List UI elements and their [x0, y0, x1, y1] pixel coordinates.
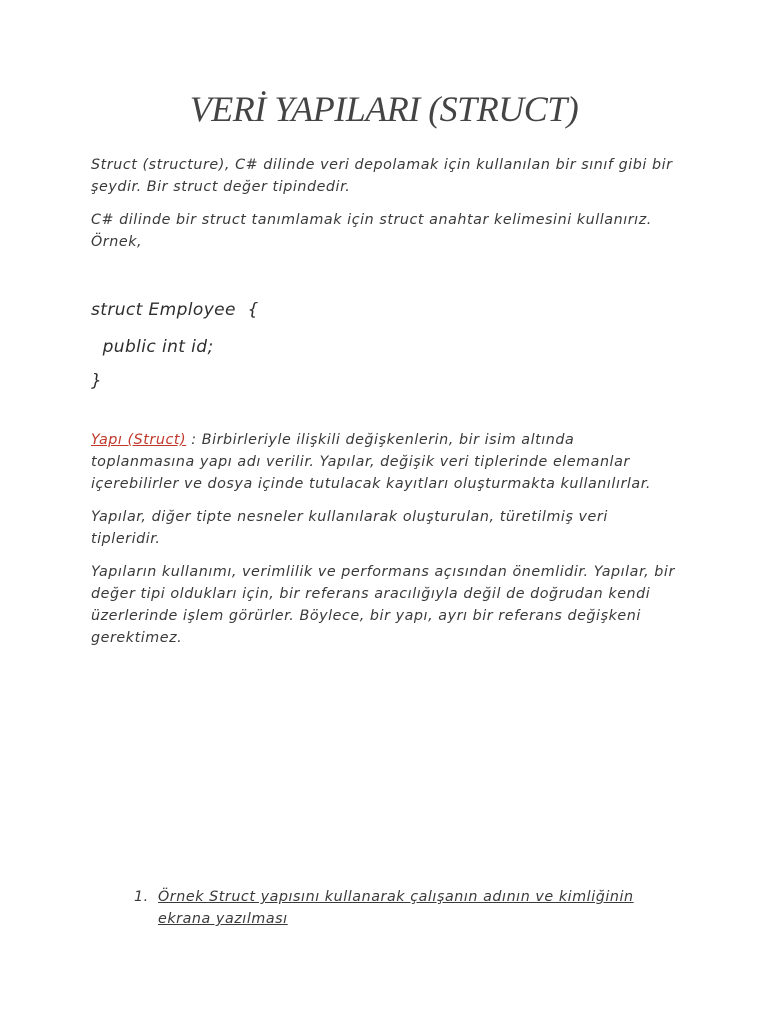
definition-text: : Birbirleriyle ilişkili değişkenlerin, bir isim altında toplanmasına yapı adı verilir. Yapılar, değişik veri tiplerinde elemanlar içerebilirler ve dosya içinde tutulacak kayıtları oluşturmakta kullanılırlar.	[91, 432, 651, 492]
definition-term: Yapı (Struct)	[91, 432, 187, 448]
list-item	[134, 886, 674, 930]
code-line-2: public int id;	[91, 337, 214, 357]
code-line-1: struct Employee {	[91, 300, 259, 320]
code-line-3: }	[91, 371, 103, 391]
paragraph-derived-types: Yapılar, diğer tipte nesneler kullanılarak oluşturulan, türetilmiş veri tipleridir.	[91, 509, 608, 547]
list-item-number: 1.	[134, 889, 149, 905]
list-item-text: Örnek Struct yapısını kullanarak çalışanın adının ve kimliğinin ekrana yazılması	[158, 889, 634, 927]
definition-paragraph	[91, 429, 681, 495]
paragraph-performance: Yapıların kullanımı, verimlilik ve performans açısından önemlidir. Yapılar, bir değer tipi oldukları için, bir referans aracılığıyla değil de doğrudan kendi üzerlerinde işlem görürler. Böylece, bir yapı, ayrı bir referans değişkeni gerektimez.	[91, 564, 675, 646]
intro-paragraph-2: C# dilinde bir struct tanımlamak için struct anahtar kelimesini kullanırız. Örnek,	[91, 212, 652, 250]
intro-paragraph-1: Struct (structure), C# dilinde veri depolamak için kullanılan bir sınıf gibi bir şeydir. Bir struct değer tipindedir.	[91, 157, 673, 195]
page-title: VERİ YAPILARI (STRUCT)	[189, 89, 579, 129]
